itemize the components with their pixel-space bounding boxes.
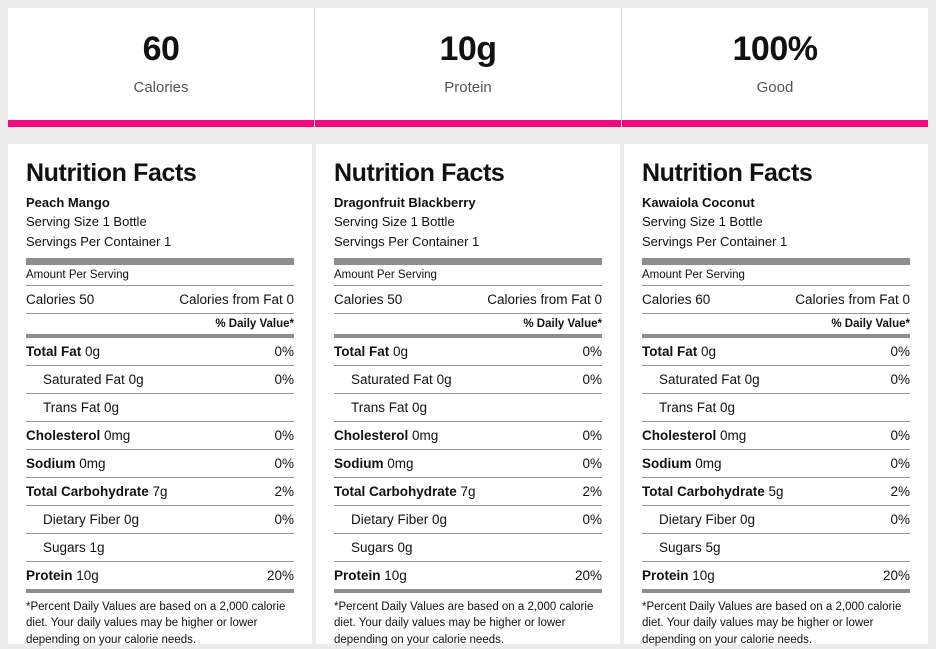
row-dv: 0% xyxy=(274,371,294,387)
divider-thick xyxy=(26,258,294,265)
table-row xyxy=(26,422,294,449)
daily-value-header: % Daily Value* xyxy=(831,317,910,330)
row-name: Protein xyxy=(334,567,381,583)
servings-per-container: Servings Per Container 1 xyxy=(334,233,480,249)
serving-size: Serving Size 1 Bottle xyxy=(642,213,763,229)
row-label xyxy=(26,400,119,415)
accent-bar xyxy=(8,120,928,127)
table-row xyxy=(642,394,910,421)
row-label xyxy=(642,456,722,471)
row-name: Total Carbohydrate xyxy=(26,483,149,499)
calories-from-fat-label: Calories from Fat 0 xyxy=(487,291,602,307)
summary-value: 10g xyxy=(439,30,497,69)
row-label xyxy=(334,568,407,583)
row-dv: 0% xyxy=(582,455,602,471)
row-label xyxy=(334,512,447,527)
row-dv: 20% xyxy=(882,567,910,583)
row-dv: 0% xyxy=(890,371,910,387)
row-name: Trans Fat xyxy=(351,399,409,415)
row-label xyxy=(642,568,715,583)
panel-flavor: Kawaiola Coconut xyxy=(642,194,755,210)
row-value: 0g xyxy=(432,511,448,527)
row-dv: 0% xyxy=(274,427,294,443)
row-name: Cholesterol xyxy=(26,427,101,443)
row-name: Dietary Fiber xyxy=(351,511,429,527)
table-row xyxy=(642,366,910,393)
table-row xyxy=(334,506,602,533)
row-value: 0mg xyxy=(695,455,722,471)
row-dv: 20% xyxy=(266,567,294,583)
row-value: 0g xyxy=(412,399,428,415)
row-label xyxy=(334,428,438,443)
row-label xyxy=(26,428,130,443)
accent-segment xyxy=(622,120,928,127)
summary-label: Good xyxy=(756,78,794,96)
table-row xyxy=(642,422,910,449)
footnote: *Percent Daily Values are based on a 2,000 calorie diet. Your daily values may be higher or lower depending on your calorie needs. xyxy=(642,600,902,647)
table-row xyxy=(26,338,294,365)
table-row xyxy=(334,338,602,365)
table-row xyxy=(26,478,294,505)
divider-thick xyxy=(642,258,910,265)
calories-label: Calories 60 xyxy=(642,291,711,307)
amount-per-serving: Amount Per Serving xyxy=(334,268,437,281)
calories-row xyxy=(26,286,294,313)
row-label xyxy=(26,540,105,555)
row-value: 0mg xyxy=(720,427,747,443)
servings-per-container: Servings Per Container 1 xyxy=(642,233,788,249)
row-value: 0g xyxy=(128,371,144,387)
row-label xyxy=(334,400,427,415)
nutrition-panel xyxy=(624,144,928,647)
accent-segment xyxy=(8,120,315,127)
row-dv: 0% xyxy=(582,343,602,359)
panel-flavor: Dragonfruit Blackberry xyxy=(334,194,476,210)
summary-label: Protein xyxy=(444,78,492,96)
serving-size: Serving Size 1 Bottle xyxy=(334,213,455,229)
row-value: 0mg xyxy=(79,455,106,471)
table-row xyxy=(334,478,602,505)
row-name: Total Fat xyxy=(26,343,82,359)
panel-title: Nutrition Facts xyxy=(334,159,505,187)
row-name: Protein xyxy=(642,567,689,583)
calories-row xyxy=(334,286,602,313)
row-dv: 0% xyxy=(890,427,910,443)
row-value: 5g xyxy=(705,539,721,555)
row-dv: 0% xyxy=(582,427,602,443)
row-dv: 20% xyxy=(574,567,602,583)
spacer xyxy=(8,127,928,144)
row-value: 0g xyxy=(744,371,760,387)
serving-size: Serving Size 1 Bottle xyxy=(26,213,147,229)
row-name: Total Carbohydrate xyxy=(642,483,765,499)
table-row xyxy=(26,450,294,477)
row-name: Saturated Fat xyxy=(351,371,433,387)
row-value: 10g xyxy=(76,567,99,583)
row-dv: 0% xyxy=(274,343,294,359)
row-name: Saturated Fat xyxy=(659,371,741,387)
row-value: 0mg xyxy=(412,427,439,443)
panel-title: Nutrition Facts xyxy=(642,159,813,187)
row-value: 0g xyxy=(720,399,736,415)
table-row xyxy=(642,562,910,589)
divider-thick xyxy=(334,258,602,265)
row-dv: 2% xyxy=(890,483,910,499)
table-row xyxy=(26,534,294,561)
row-name: Sugars xyxy=(659,539,702,555)
row-value: 1g xyxy=(89,539,105,555)
row-value: 5g xyxy=(768,483,784,499)
row-name: Trans Fat xyxy=(43,399,101,415)
row-dv: 0% xyxy=(890,343,910,359)
amount-per-serving: Amount Per Serving xyxy=(26,268,129,281)
table-row xyxy=(642,506,910,533)
row-dv: 0% xyxy=(582,371,602,387)
table-row xyxy=(334,394,602,421)
summary-cell-good xyxy=(622,8,928,120)
amount-per-serving: Amount Per Serving xyxy=(642,268,745,281)
row-value: 0g xyxy=(397,539,413,555)
calories-from-fat-label: Calories from Fat 0 xyxy=(795,291,910,307)
row-value: 10g xyxy=(692,567,715,583)
summary-label: Calories xyxy=(133,78,189,96)
row-label xyxy=(642,484,784,499)
summary-cell-calories xyxy=(8,8,315,120)
nutrition-panels xyxy=(8,144,928,647)
row-value: 0g xyxy=(393,343,409,359)
row-dv: 0% xyxy=(274,455,294,471)
row-name: Sodium xyxy=(334,455,384,471)
row-label xyxy=(642,400,735,415)
calories-label: Calories 50 xyxy=(334,291,403,307)
row-label xyxy=(26,456,106,471)
row-label xyxy=(334,456,414,471)
row-dv: 0% xyxy=(890,511,910,527)
table-row xyxy=(334,422,602,449)
row-value: 0g xyxy=(85,343,101,359)
row-label xyxy=(642,372,760,387)
daily-value-header: % Daily Value* xyxy=(523,317,602,330)
row-name: Dietary Fiber xyxy=(43,511,121,527)
row-dv: 2% xyxy=(582,483,602,499)
row-label xyxy=(26,568,99,583)
row-label xyxy=(642,540,721,555)
row-name: Sodium xyxy=(26,455,76,471)
row-name: Cholesterol xyxy=(642,427,717,443)
table-row xyxy=(642,534,910,561)
row-label xyxy=(642,344,716,359)
table-row xyxy=(26,562,294,589)
row-value: 0g xyxy=(124,511,140,527)
summary-value: 100% xyxy=(732,30,818,69)
row-label xyxy=(26,484,168,499)
calories-from-fat-label: Calories from Fat 0 xyxy=(179,291,294,307)
row-value: 10g xyxy=(384,567,407,583)
summary-cell-protein xyxy=(315,8,622,120)
row-value: 7g xyxy=(460,483,476,499)
table-row xyxy=(642,338,910,365)
servings-per-container: Servings Per Container 1 xyxy=(26,233,172,249)
row-name: Sugars xyxy=(43,539,86,555)
table-row xyxy=(642,478,910,505)
table-row xyxy=(334,450,602,477)
row-name: Sodium xyxy=(642,455,692,471)
row-label xyxy=(334,372,452,387)
table-row xyxy=(334,534,602,561)
row-name: Saturated Fat xyxy=(43,371,125,387)
row-dv: 0% xyxy=(582,511,602,527)
summary-row xyxy=(8,8,928,120)
row-label xyxy=(642,428,746,443)
row-name: Total Fat xyxy=(334,343,390,359)
row-value: 0g xyxy=(701,343,717,359)
row-dv: 0% xyxy=(890,455,910,471)
row-name: Total Carbohydrate xyxy=(334,483,457,499)
row-value: 0g xyxy=(436,371,452,387)
row-label xyxy=(26,512,139,527)
row-name: Dietary Fiber xyxy=(659,511,737,527)
accent-segment xyxy=(315,120,622,127)
row-value: 7g xyxy=(152,483,168,499)
row-label xyxy=(334,540,413,555)
calories-row xyxy=(642,286,910,313)
row-label xyxy=(334,344,408,359)
row-dv: 0% xyxy=(274,511,294,527)
daily-value-header: % Daily Value* xyxy=(215,317,294,330)
row-name: Trans Fat xyxy=(659,399,717,415)
nutrition-panel xyxy=(316,144,620,647)
row-name: Cholesterol xyxy=(334,427,409,443)
row-value: 0mg xyxy=(104,427,131,443)
table-row xyxy=(642,450,910,477)
nutrition-panel xyxy=(8,144,312,647)
row-label xyxy=(26,372,144,387)
table-row xyxy=(334,366,602,393)
table-row xyxy=(26,394,294,421)
panel-title: Nutrition Facts xyxy=(26,159,197,187)
footnote: *Percent Daily Values are based on a 2,000 calorie diet. Your daily values may be higher or lower depending on your calorie needs. xyxy=(334,600,594,647)
row-label xyxy=(334,484,476,499)
table-row xyxy=(334,562,602,589)
table-row xyxy=(26,366,294,393)
table-row xyxy=(26,506,294,533)
summary-value: 60 xyxy=(142,30,180,69)
row-name: Sugars xyxy=(351,539,394,555)
row-dv: 2% xyxy=(274,483,294,499)
row-value: 0g xyxy=(104,399,120,415)
row-value: 0g xyxy=(740,511,756,527)
panel-flavor: Peach Mango xyxy=(26,194,110,210)
row-label xyxy=(26,344,100,359)
row-name: Protein xyxy=(26,567,73,583)
calories-label: Calories 50 xyxy=(26,291,95,307)
row-value: 0mg xyxy=(387,455,414,471)
footnote: *Percent Daily Values are based on a 2,000 calorie diet. Your daily values may be higher or lower depending on your calorie needs. xyxy=(26,600,286,647)
row-label xyxy=(642,512,755,527)
row-name: Total Fat xyxy=(642,343,698,359)
